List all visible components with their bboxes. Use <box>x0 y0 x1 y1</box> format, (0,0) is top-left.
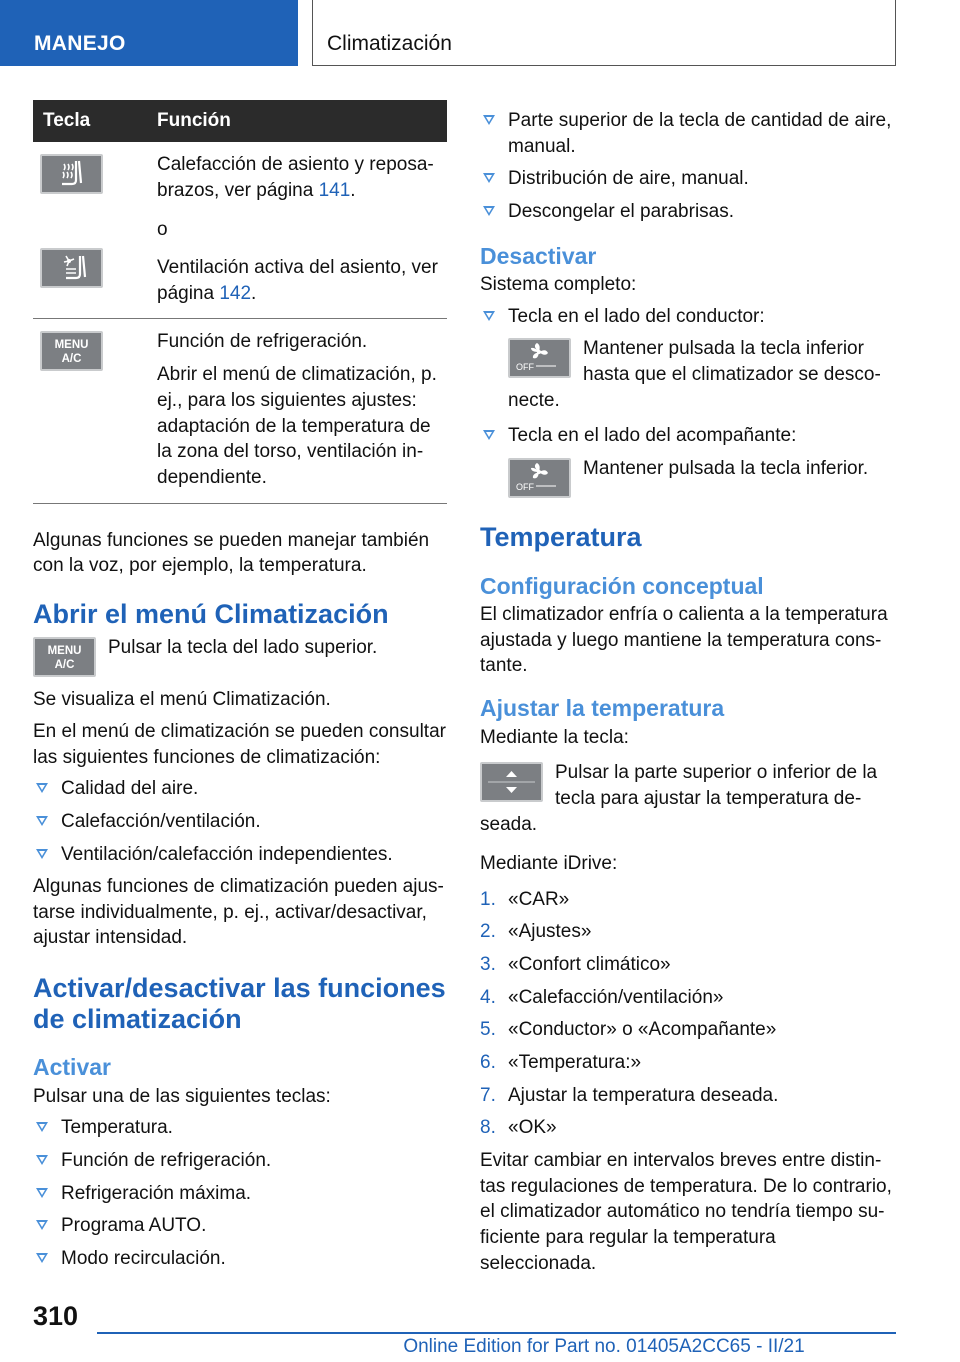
seat-heating-button <box>40 154 103 194</box>
list-item: Calidad del aire. <box>33 776 447 802</box>
bullet-icon <box>483 311 495 321</box>
seat-heating-icon <box>42 156 101 192</box>
list-item: 1. «CAR» <box>480 888 570 910</box>
bullet-icon <box>36 1220 48 1230</box>
menu-ac-button-inline: MENU A/C <box>33 637 96 677</box>
ajustar-key-text: Pulsar la parte superior o inferior de la tecla para ajustar la temperatura de-seada. <box>480 762 878 835</box>
climate-menu-desc: Abrir el menú de climatización, p. ej., para los siguientes ajustes: adaptación de la temperatura de la zona del torso, ventilación in-dependiente. <box>157 364 437 488</box>
driver-off-text: Mantener pulsada la tecla inferior hasta que el climatizador se desco-necte. <box>508 338 881 411</box>
section-tab[interactable]: MANEJO <box>0 0 298 66</box>
bullet-icon <box>36 1253 48 1263</box>
list-item: Distribución de aire, manual. <box>480 166 896 192</box>
bullet-icon <box>483 115 495 125</box>
config-text: El climatizador enfría o calienta a la temperatura ajustada y luego mantiene la temperatura cons-tante. <box>480 604 888 677</box>
list-item: 2. «Ajustes» <box>480 921 592 943</box>
desactivar-intro: Sistema completo: <box>480 274 637 296</box>
list-item: Tecla en el lado del acompañante: <box>480 423 896 449</box>
bullet-icon <box>36 1155 48 1165</box>
bullet-icon <box>36 1122 48 1132</box>
idrive-intro: Mediante iDrive: <box>480 853 618 875</box>
menu-ac-button: MENU A/C <box>40 331 103 371</box>
final-advice-text: Evitar cambiar en intervalos breves entre distin-tas regulaciones de temperatura. De lo contrario, el climatizador automático no tendría tiempo su-ficiente para regular la temperatura seleccionada. <box>480 1149 892 1274</box>
list-item: 8. «OK» <box>480 1117 557 1139</box>
heading-activar: Activar <box>33 1054 111 1081</box>
ajustar-key-intro: Mediante la tecla: <box>480 726 629 748</box>
up-down-arrows-icon <box>482 764 541 800</box>
list-item: Refrigeración máxima. <box>33 1181 447 1207</box>
list-item: Modo recirculación. <box>33 1246 447 1272</box>
seat-ventilation-icon <box>42 250 101 286</box>
page-link-142[interactable]: 142 <box>219 282 252 304</box>
list-item: 3. «Confort climático» <box>480 954 671 976</box>
bullet-icon <box>36 816 48 826</box>
fan-off-icon <box>510 340 569 376</box>
menu-press-text: Pulsar la tecla del lado superior. <box>108 637 378 659</box>
table-header-key: Tecla <box>33 100 157 142</box>
list-item: 6. «Temperatura:» <box>480 1052 642 1074</box>
fan-off-button-passenger <box>508 458 571 498</box>
heading-temperatura: Temperatura <box>480 522 642 552</box>
svg-text:OFF: OFF <box>516 482 534 492</box>
list-item: Descongelar el parabrisas. <box>480 199 896 225</box>
list-item: Temperatura. <box>33 1115 447 1141</box>
activar-intro: Pulsar una de las siguientes teclas: <box>33 1085 331 1107</box>
individual-settings-text: Algunas funciones de climatización pueden ajus-tarse individualmente, p. ej., activar/desactivar, ajustar intensidad. <box>33 876 444 949</box>
bullet-icon <box>483 206 495 216</box>
fan-off-button-driver <box>508 338 571 378</box>
seat-heating-desc: Calefacción de asiento y reposa-brazos, ver página 141. <box>157 154 434 201</box>
list-item: 4. «Calefacción/ventilación» <box>480 986 724 1008</box>
heading-ajustar: Ajustar la temperatura <box>480 695 725 722</box>
list-item: 7. Ajustar la temperatura deseada. <box>480 1084 779 1106</box>
page-number: 310 <box>33 1301 79 1331</box>
heading-desactivar: Desactivar <box>480 242 597 269</box>
bullet-icon <box>36 1188 48 1198</box>
bullet-icon <box>483 430 495 440</box>
key-function-table <box>33 100 447 504</box>
page-link-141[interactable]: 141 <box>318 179 351 201</box>
list-item: Parte superior de la tecla de cantidad de aire, manual. <box>480 108 896 159</box>
list-item: 5. «Conductor» o «Acompañante» <box>480 1019 777 1041</box>
table-header-function: Función <box>157 100 447 142</box>
page-title: Climatización <box>312 0 896 66</box>
bullet-icon <box>36 783 48 793</box>
temperature-rocker-button <box>480 762 543 802</box>
heading-config: Configuración conceptual <box>480 572 764 599</box>
seat-ventilation-desc: Ventilación activa del asiento, ver página 142. <box>157 256 438 304</box>
list-item: Tecla en el lado del conductor: <box>480 304 896 330</box>
list-item: Calefacción/ventilación. <box>33 809 447 835</box>
list-item: Función de refrigeración. <box>33 1148 447 1174</box>
voice-control-text: Algunas funciones se pueden manejar también con la voz, por ejemplo, la temperatura. <box>33 529 430 577</box>
passenger-off-text: Mantener pulsada la tecla inferior. <box>583 458 869 479</box>
svg-text:OFF: OFF <box>516 362 534 373</box>
left-column <box>33 100 447 1279</box>
list-item: Programa AUTO. <box>33 1213 447 1239</box>
bullet-icon <box>36 849 48 859</box>
footer-edition: Online Edition for Part no. 01405A2CC65 - II/21 <box>403 1336 805 1357</box>
list-item: Ventilación/calefacción independientes. <box>33 842 447 868</box>
menu-displayed-text: Se visualiza el menú Climatización. <box>33 689 331 711</box>
seat-ventilation-button <box>40 248 103 288</box>
fan-off-icon <box>510 460 569 496</box>
cooling-function-desc: Función de refrigeración. <box>157 330 368 352</box>
heading-activate-deactivate: Activar/desactivar las funciones de climatización <box>33 973 446 1034</box>
right-column <box>480 104 896 1282</box>
bullet-icon <box>483 173 495 183</box>
or-text: o <box>157 219 168 241</box>
menu-functions-text: En el menú de climatización se pueden consultar las siguientes funciones de climatización: <box>33 720 446 768</box>
heading-open-menu: Abrir el menú Climatización <box>33 598 389 629</box>
